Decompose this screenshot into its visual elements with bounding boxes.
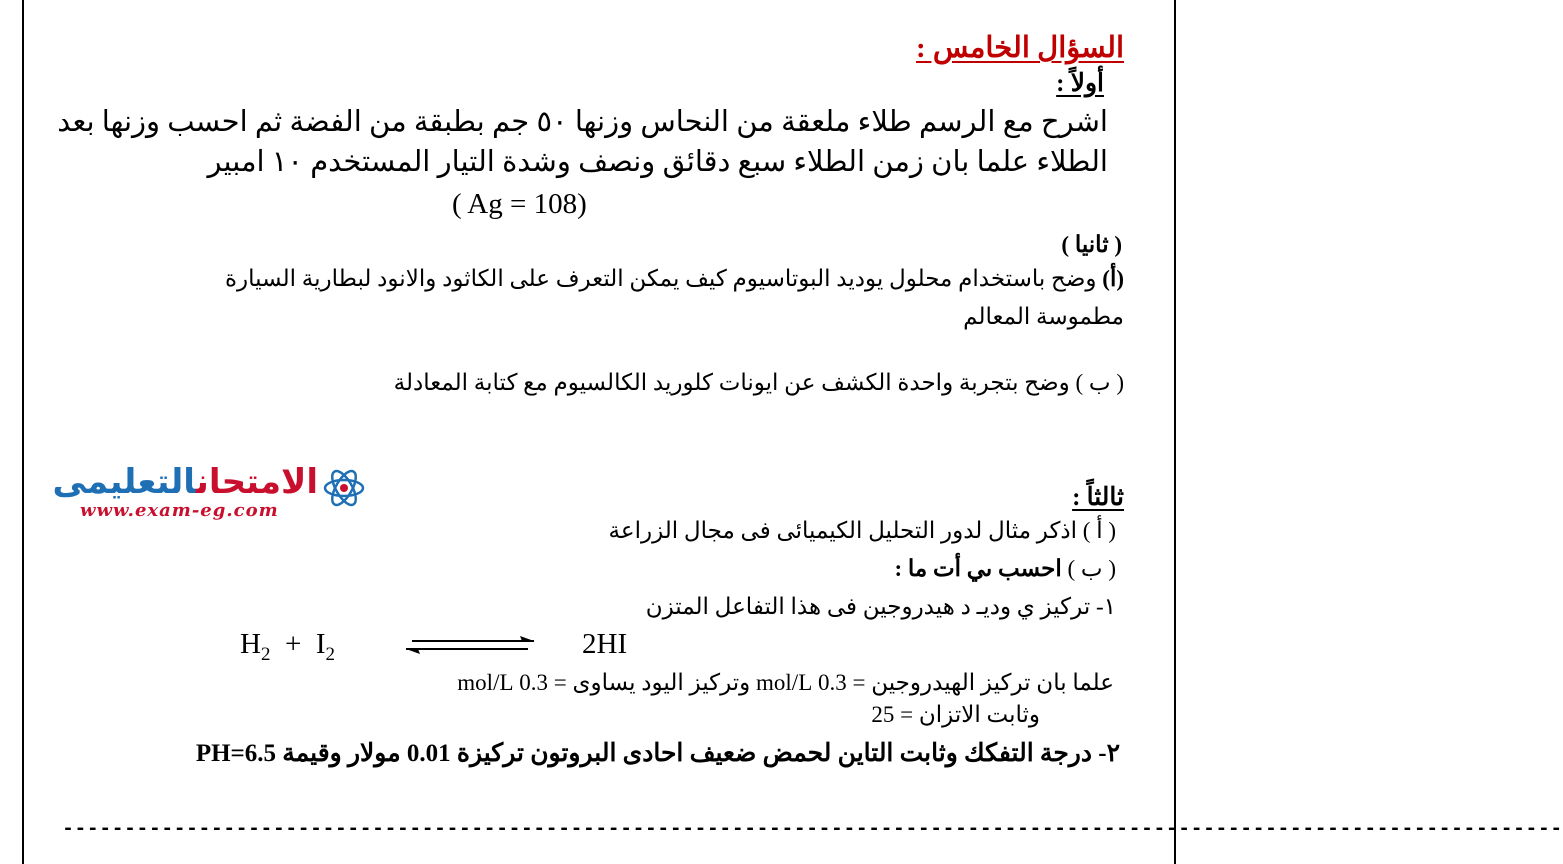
- section-first-line1: اشرح مع الرسم طلاء ملعقة من النحاس وزنها ٥٠ جم بطبقة من الفضة ثم احسب وزنها بعد: [57, 106, 1108, 138]
- iodine-subscript: 2: [325, 643, 335, 665]
- separator-line: -------------------------------------------------------------------------------------------------------------------------: [62, 818, 1563, 841]
- condition-line-2: وثابت الاتزان = 25: [871, 702, 1040, 727]
- reactant-hydrogen: H: [240, 628, 261, 660]
- logo-word-blue: التعليمى: [52, 462, 197, 502]
- iodine-concentration: وتركيز اليود يساوى = 0.3 mol/L: [457, 670, 751, 695]
- item-a-label: (أ): [1102, 266, 1124, 291]
- calc-item-1: ١- تركيز ي وديـ د هيدروجين فى هذا التفاعل المتزن: [645, 594, 1116, 619]
- logo: [52, 462, 366, 526]
- question-title: السؤال الخامس :: [916, 32, 1124, 64]
- plus-sign: +: [284, 628, 302, 660]
- hydrogen-subscript: 2: [260, 643, 271, 665]
- atom-icon: [322, 466, 366, 510]
- calc-item-2: ٢- درجة التفكك وثابت التاين لحمض ضعيف احادى البروتون تركيزة 0.01 مولار وقيمة PH=6.5: [195, 740, 1120, 767]
- item-b-label: ( ب ): [1067, 556, 1116, 581]
- section-third-heading: ثالثاً :: [1072, 484, 1124, 511]
- reactant-iodine: I: [315, 628, 326, 660]
- section-second-b: ( ب ) وضح بتجربة واحدة الكشف عن ايونات كلوريد الكالسيوم مع كتابة المعادلة: [393, 370, 1124, 395]
- section-first-heading: أولاً :: [1056, 70, 1104, 97]
- right-border: [1174, 0, 1176, 864]
- logo-title: [52, 462, 318, 502]
- item-b-text: احسب ىي أت ما :: [894, 556, 1062, 581]
- equation-reactants: [240, 628, 335, 666]
- logo-word-red: الامتحان: [196, 462, 318, 502]
- condition-line-1: [457, 670, 1114, 696]
- section-second-heading: ( ثانيا ): [1061, 232, 1122, 257]
- section-third-a: ( أ ) اذكر مثال لدور التحليل الكيميائى فى مجال الزراعة: [608, 518, 1116, 543]
- equilibrium-arrows-icon: [404, 634, 536, 656]
- logo-url: www.exam-eg.com: [80, 500, 279, 521]
- left-border: [22, 0, 24, 864]
- section-second-a: [225, 266, 1124, 292]
- section-third-b: [894, 556, 1116, 582]
- atomic-mass-given: ( Ag = 108): [452, 188, 587, 220]
- item-a-line1: وضح باستخدام محلول يوديد البوتاسيوم كيف يمكن التعرف على الكاثود والانود لبطارية السيارة: [225, 266, 1097, 291]
- hydrogen-concentration: علما بان تركيز الهيدروجين = 0.3 mol/L: [756, 670, 1114, 695]
- section-first-line2: الطلاء علما بان زمن الطلاء سبع دقائق ونصف وشدة التيار المستخدم ١٠ امبير: [207, 146, 1108, 178]
- section-second-a-line2: مطموسة المعالم: [963, 304, 1124, 329]
- equation-product: 2HI: [582, 628, 628, 660]
